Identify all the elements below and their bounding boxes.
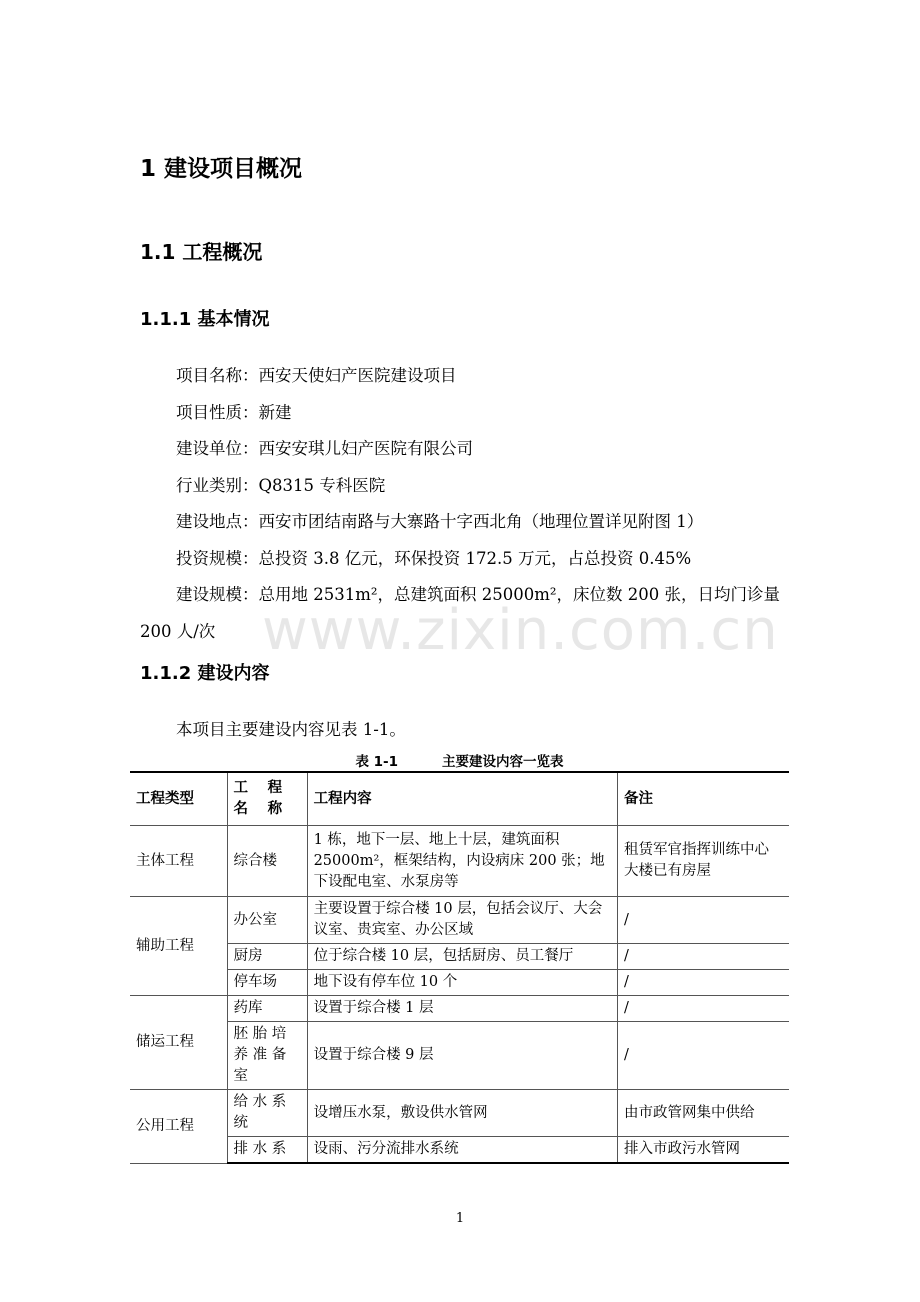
cell-content: 位于综合楼 10 层，包括厨房、员工餐厅	[307, 944, 617, 970]
cell-type: 辅助工程	[130, 897, 227, 996]
table-row	[130, 1137, 789, 1164]
intro-paragraph: 本项目主要建设内容见表 1-1。	[176, 720, 406, 739]
info-scale: 建设规模：总用地 2531m²，总建筑面积 25000m²，床位数 200 张，日均门诊量 200 人/次	[140, 585, 780, 641]
cell-content: 地下设有停车位 10 个	[307, 970, 617, 996]
watermark: www.zixin.com.cn	[262, 598, 779, 663]
table-caption-number: 表 1-1	[355, 754, 399, 770]
cell-note: 由市政管网集中供给	[618, 1090, 789, 1137]
info-investment: 投资规模：总投资 3.8 亿元，环保投资 172.5 万元，占总投资 0.45%	[176, 548, 692, 568]
table-row	[130, 944, 789, 970]
cell-content: 设置于综合楼 9 层	[307, 1022, 617, 1090]
cell-name: 胚 胎 培 养 准 备 室	[227, 1022, 307, 1090]
subsection-heading-basic: 1.1.1 基本情况	[140, 309, 270, 330]
table-header-row	[130, 772, 789, 826]
cell-note: 租赁军官指挥训练中心大楼已有房屋	[618, 826, 789, 897]
cell-type: 主体工程	[130, 826, 227, 897]
table-row	[130, 826, 789, 897]
construction-content-table	[130, 771, 789, 1164]
table-row	[130, 1090, 789, 1137]
cell-name: 药库	[227, 996, 307, 1022]
page-number: 1	[455, 1211, 465, 1226]
info-industry: 行业类别：Q8315 专科医院	[176, 475, 386, 495]
cell-note: /	[618, 897, 789, 944]
cell-note: 排入市政污水管网	[618, 1137, 789, 1164]
cell-name: 给 水 系 统	[227, 1090, 307, 1137]
info-location: 建设地点：西安市团结南路与大寨路十字西北角（地理位置详见附图 1）	[176, 512, 704, 531]
cell-name: 排 水 系	[227, 1137, 307, 1164]
table-caption	[130, 750, 789, 770]
cell-name: 厨房	[227, 944, 307, 970]
info-builder: 建设单位：西安安琪儿妇产医院有限公司	[176, 439, 473, 458]
cell-type: 公用工程	[130, 1090, 227, 1164]
cell-note: /	[618, 970, 789, 996]
cell-content: 设增压水泵，敷设供水管网	[307, 1090, 617, 1137]
cell-content: 1 栋，地下一层、地上十层，建筑面积 25000m²，框架结构，内设病床 200 张；地下设配电室、水泵房等	[307, 826, 617, 897]
chapter-heading: 1 建设项目概况	[140, 156, 303, 182]
header-content: 工程内容	[307, 772, 617, 826]
cell-content: 设置于综合楼 1 层	[307, 996, 617, 1022]
section-heading: 1.1 工程概况	[140, 240, 263, 264]
cell-content: 设雨、污分流排水系统	[307, 1137, 617, 1164]
cell-name: 综合楼	[227, 826, 307, 897]
table-row	[130, 996, 789, 1022]
info-project-nature: 项目性质：新建	[176, 402, 292, 422]
table-caption-title: 主要建设内容一览表	[442, 754, 564, 770]
info-project-name: 项目名称：西安天使妇产医院建设项目	[176, 366, 457, 385]
cell-type: 储运工程	[130, 996, 227, 1090]
cell-note: /	[618, 996, 789, 1022]
table-row	[130, 970, 789, 996]
cell-name: 停车场	[227, 970, 307, 996]
subsection-heading-content: 1.1.2 建设内容	[140, 663, 270, 684]
cell-note: /	[618, 944, 789, 970]
table-row	[130, 1022, 789, 1090]
table-row	[130, 897, 789, 944]
header-note: 备注	[618, 772, 789, 826]
cell-name: 办公室	[227, 897, 307, 944]
cell-note: /	[618, 1022, 789, 1090]
cell-content: 主要设置于综合楼 10 层，包括会议厅、大会议室、贵宾室、办公区域	[307, 897, 617, 944]
header-type: 工程类型	[130, 772, 227, 826]
header-name: 工 程 名 称	[227, 772, 307, 826]
